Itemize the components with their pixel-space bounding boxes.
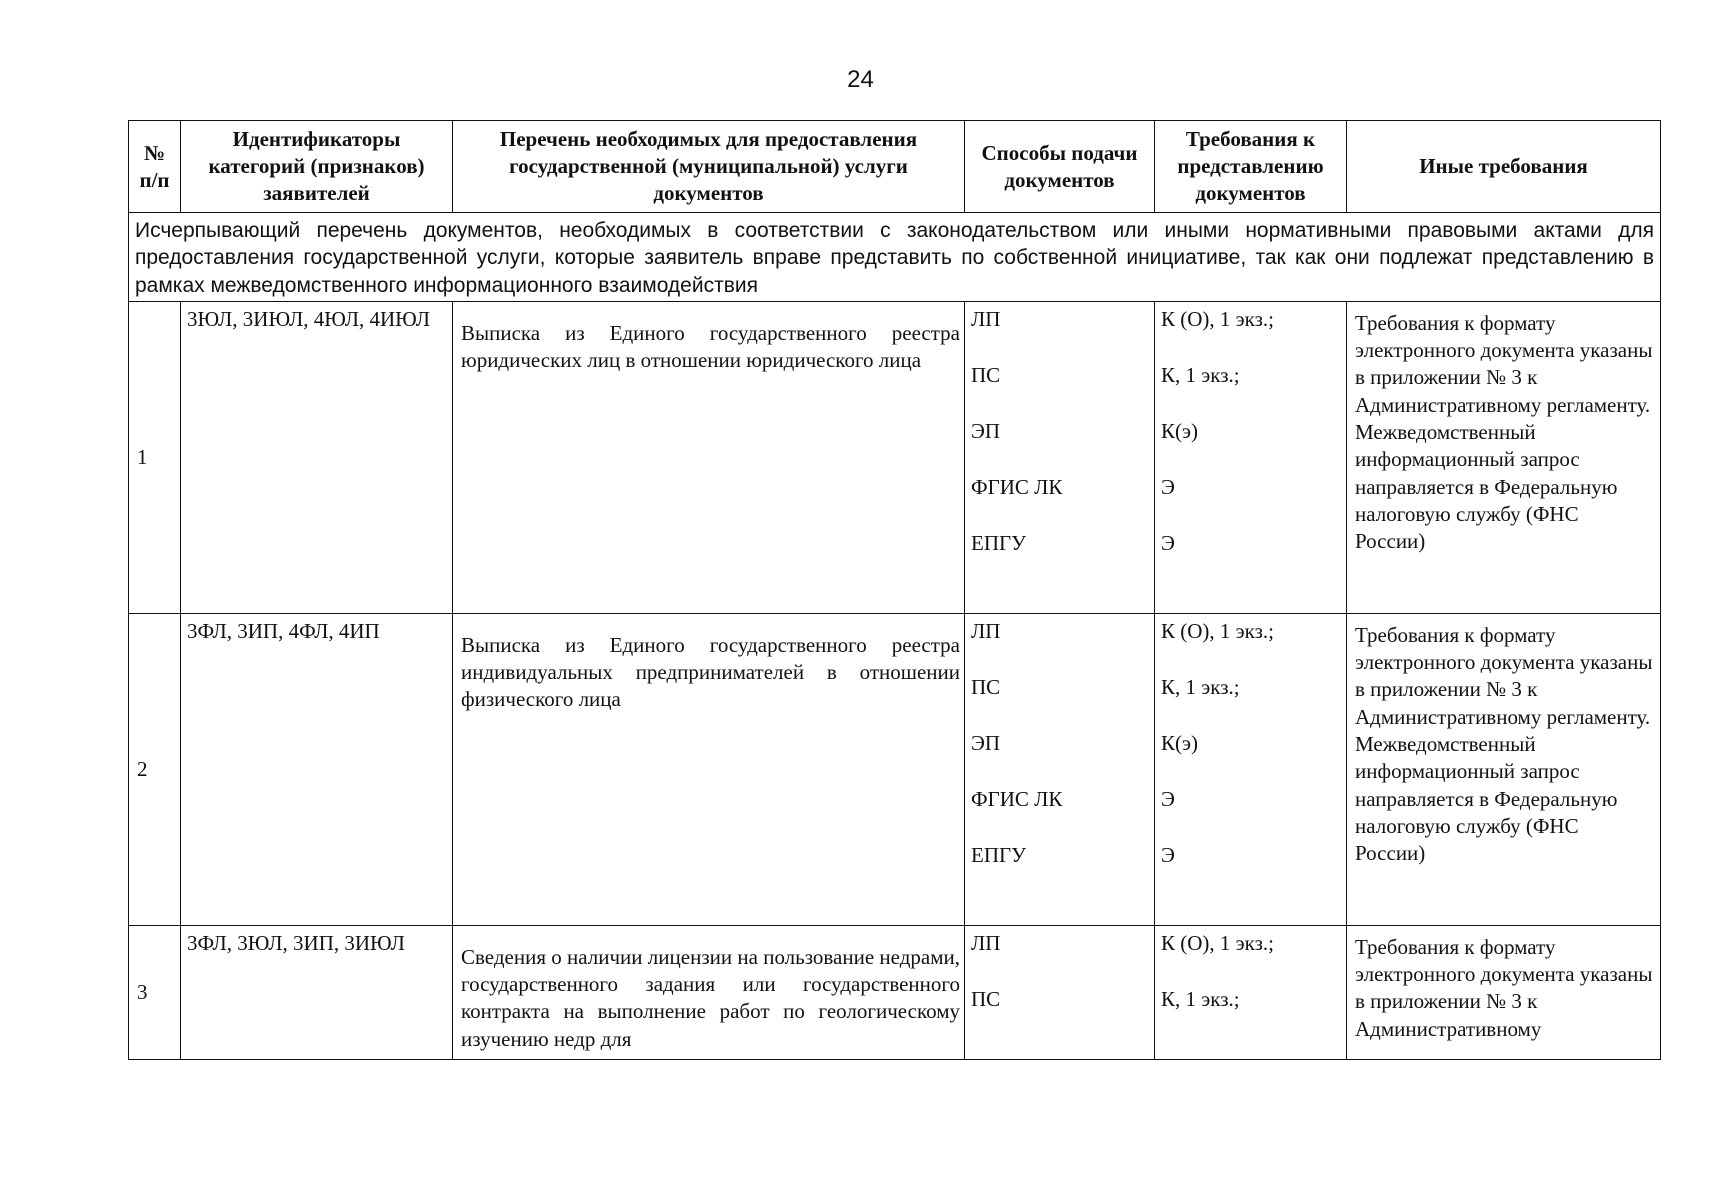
other-requirement-text: Требования к формату электронного документа указаны в приложении № 3 к Административному — [1355, 934, 1653, 1041]
table-row — [129, 925, 1661, 1059]
row-number: 1 — [129, 301, 181, 613]
row-ids: 3ЮЛ, 3ИЮЛ, 4ЮЛ, 4ИЮЛ — [181, 301, 453, 613]
other-requirement-text: Межведомственный информационный запрос направляется в Федеральную налоговую службу (ФНС России) — [1355, 732, 1618, 866]
requirement-item: К, 1 экз.; — [1161, 986, 1240, 1011]
method-item: ЛП — [971, 618, 1001, 643]
requirement-item: К, 1 экз.; — [1161, 674, 1240, 699]
method-item: ЕПГУ — [971, 530, 1027, 555]
column-header-documents: Перечень необходимых для предоставления государственной (муниципальной) услуги документов — [453, 121, 965, 213]
method-item: ЛП — [971, 306, 1001, 331]
requirement-item: К (О), 1 экз.; — [1161, 930, 1274, 955]
column-header-other: Иные требования — [1347, 121, 1661, 213]
row-number: 3 — [129, 925, 181, 1059]
table-row — [129, 301, 1661, 613]
row-other — [1347, 301, 1661, 613]
page-number: 24 — [847, 66, 874, 93]
row-ids: 3ФЛ, 3ИП, 4ФЛ, 4ИП — [181, 613, 453, 925]
row-requirements — [1155, 301, 1347, 613]
column-header-ids: Идентификаторы категорий (признаков) заявителей — [181, 121, 453, 213]
requirement-item: К (О), 1 экз.; — [1161, 306, 1274, 331]
method-item: ЕПГУ — [971, 842, 1027, 867]
column-header-number: № п/п — [129, 121, 181, 213]
row-other — [1347, 613, 1661, 925]
requirement-item: К, 1 экз.; — [1161, 362, 1240, 387]
row-ids: 3ФЛ, 3ЮЛ, 3ИП, 3ИЮЛ — [181, 925, 453, 1059]
row-methods — [965, 613, 1155, 925]
other-requirement-text: Требования к формату электронного документа указаны в приложении № 3 к Административному регламенту. — [1355, 310, 1653, 417]
row-requirements — [1155, 925, 1347, 1059]
column-header-requirements: Требования к представлению документов — [1155, 121, 1347, 213]
row-other — [1347, 925, 1661, 1059]
method-item: ФГИС ЛК — [971, 786, 1063, 811]
requirement-item: Э — [1161, 786, 1175, 811]
method-item: ФГИС ЛК — [971, 474, 1063, 499]
requirement-item: К (О), 1 экз.; — [1161, 618, 1274, 643]
requirement-item: К(э) — [1161, 418, 1199, 443]
method-item: ЭП — [971, 418, 1001, 443]
documents-table — [128, 120, 1661, 1060]
requirement-item: К(э) — [1161, 730, 1199, 755]
section-title: Исчерпывающий перечень документов, необходимых в соответствии с законодательством или иными нормативными правовыми актами для предоставления государственной услуги, которые заявитель вправе представить по собственной инициативе, так как они подлежат представлению в рамках межведомственного информационного взаимодействия — [129, 213, 1661, 302]
row-document: Выписка из Единого государственного реестра юридических лиц в отношении юридического лица — [453, 301, 965, 613]
table-row — [129, 613, 1661, 925]
other-requirement-text: Межведомственный информационный запрос направляется в Федеральную налоговую службу (ФНС России) — [1355, 420, 1618, 554]
table-header-row — [129, 121, 1661, 213]
method-item: ЭП — [971, 730, 1001, 755]
section-row — [129, 213, 1661, 302]
requirement-item: Э — [1161, 530, 1175, 555]
requirement-item: Э — [1161, 474, 1175, 499]
row-document: Выписка из Единого государственного реестра индивидуальных предпринимателей в отношении физического лица — [453, 613, 965, 925]
row-requirements — [1155, 613, 1347, 925]
row-methods — [965, 925, 1155, 1059]
column-header-methods: Способы подачи документов — [965, 121, 1155, 213]
other-requirement-text: Требования к формату электронного документа указаны в приложении № 3 к Административному регламенту. — [1355, 622, 1653, 729]
requirement-item: Э — [1161, 842, 1175, 867]
row-document: Сведения о наличии лицензии на пользование недрами, государственного задания или государственного контракта на выполнение работ по геологическому изучению недр для — [453, 925, 965, 1059]
method-item: ЛП — [971, 930, 1001, 955]
method-item: ПС — [971, 986, 1001, 1011]
row-methods — [965, 301, 1155, 613]
row-number: 2 — [129, 613, 181, 925]
method-item: ПС — [971, 674, 1001, 699]
method-item: ПС — [971, 362, 1001, 387]
